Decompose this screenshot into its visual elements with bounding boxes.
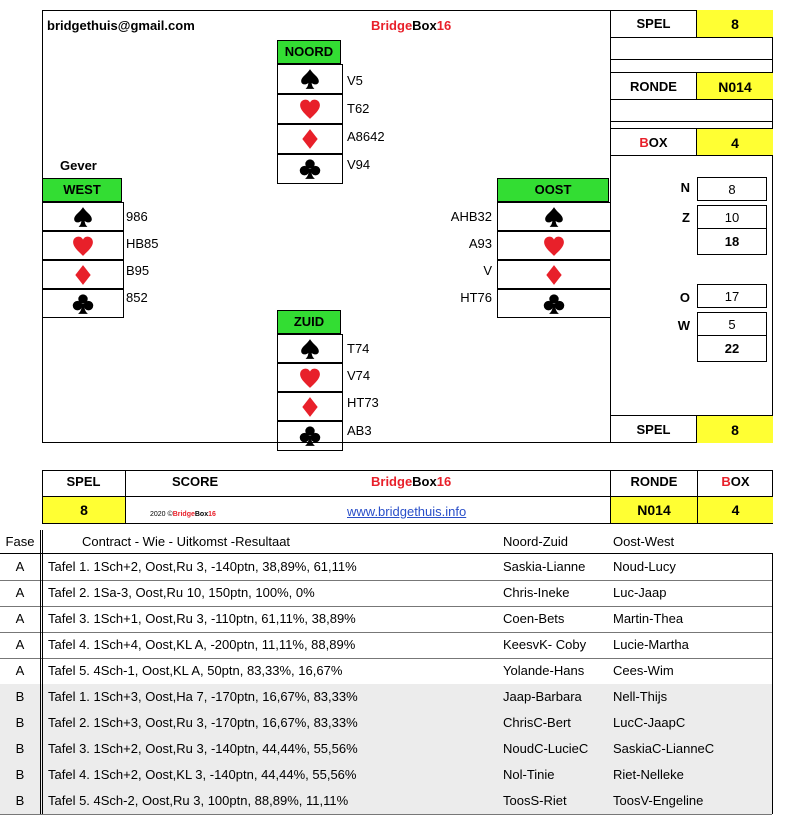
- north-spades: V5: [347, 73, 363, 88]
- nz-header: Noord-Zuid: [503, 534, 569, 549]
- score-spel-label: SPEL: [66, 474, 101, 489]
- south-diamonds: HT73: [347, 395, 379, 410]
- club-icon: [277, 421, 343, 451]
- brand-title: BridgeBox16: [371, 18, 452, 33]
- diamond-icon: [277, 124, 343, 154]
- contract-header: Contract - Wie - Uitkomst -Resultaat: [82, 534, 291, 549]
- fase-cell: A: [0, 658, 41, 684]
- ronde-label: RONDE: [611, 72, 697, 100]
- east-diamonds: V: [483, 263, 492, 278]
- score-box-label: BOX: [721, 474, 750, 489]
- spel-value: 8: [697, 10, 773, 38]
- nz-pair-cell: NoudC-LucieC: [503, 741, 589, 756]
- south-clubs: AB3: [347, 423, 372, 438]
- nz-pair-cell: Chris-Ineke: [503, 585, 570, 600]
- table-row: [0, 632, 772, 659]
- south-hand: [277, 334, 343, 451]
- nz-pair-cell: Coen-Bets: [503, 611, 565, 626]
- club-icon: [497, 289, 611, 318]
- hcp-w: 5: [697, 312, 767, 336]
- north-clubs: V94: [347, 157, 371, 172]
- box-label: BOX: [611, 128, 697, 156]
- table-row: [0, 710, 772, 737]
- contract-cell: Tafel 4. 1Sch+4, Oost,KL A, -200ptn, 11,11%, 88,89%: [48, 637, 356, 652]
- fase-cell: B: [0, 684, 41, 710]
- table-row: [0, 554, 772, 581]
- west-label: WEST: [42, 178, 122, 202]
- ow-header: Oost-West: [613, 534, 675, 549]
- score-ronde-label: RONDE: [630, 474, 678, 489]
- table-row: [0, 736, 772, 763]
- spade-icon: [42, 202, 124, 231]
- fase-cell: B: [0, 762, 41, 788]
- spade-icon: [277, 64, 343, 94]
- website-link[interactable]: www.bridgethuis.info: [347, 504, 467, 519]
- contract-cell: Tafel 5. 4Sch-2, Oost,Ru 3, 100ptn, 88,89%, 11,11%: [48, 793, 349, 808]
- nz-pair-cell: KeesvK- Coby: [503, 637, 587, 652]
- diamond-icon: [277, 392, 343, 421]
- dealer-label: Gever: [60, 158, 97, 173]
- south-label: ZUID: [277, 310, 341, 334]
- contract-cell: Tafel 2. 1Sa-3, Oost,Ru 10, 150ptn, 100%, 0%: [48, 585, 315, 600]
- heart-icon: [277, 94, 343, 124]
- west-clubs: 852: [126, 290, 148, 305]
- table-row: [0, 606, 772, 633]
- ow-pair-cell: ToosV-Engeline: [613, 793, 704, 808]
- email-address: bridgethuis@gmail.com: [47, 18, 195, 33]
- score-ronde-value: N014: [611, 497, 697, 523]
- ow-pair-cell: Cees-Wim: [613, 663, 674, 678]
- hcp-z: 10: [697, 205, 767, 229]
- south-hearts: V74: [347, 368, 371, 383]
- ow-pair-cell: LucC-JaapC: [613, 715, 686, 730]
- fase-cell: A: [0, 554, 41, 580]
- fase-cell: A: [0, 580, 41, 606]
- box-value: 4: [697, 128, 773, 156]
- north-hearts: T62: [347, 101, 370, 116]
- ronde-value: N014: [697, 72, 773, 100]
- ow-pair-cell: Martin-Thea: [613, 611, 684, 626]
- hcp-o-label: O: [679, 290, 690, 305]
- club-icon: [42, 289, 124, 318]
- table-row: [0, 788, 772, 815]
- ow-pair-cell: Noud-Lucy: [613, 559, 676, 574]
- contract-cell: Tafel 5. 4Sch-1, Oost,KL A, 50ptn, 83,33%, 16,67%: [48, 663, 343, 678]
- south-spades: T74: [347, 341, 370, 356]
- nz-pair-cell: Saskia-Lianne: [503, 559, 586, 574]
- east-label: OOST: [497, 178, 609, 202]
- fase-cell: B: [0, 788, 41, 814]
- hcp-n: 8: [697, 177, 767, 201]
- north-diamonds: A8642: [347, 129, 385, 144]
- fase-header: Fase: [0, 530, 41, 553]
- ow-pair-cell: Lucie-Martha: [613, 637, 689, 652]
- heart-icon: [42, 231, 124, 260]
- spel2-label: SPEL: [611, 415, 697, 443]
- club-icon: [277, 154, 343, 184]
- contract-cell: Tafel 1. 1Sch+2, Oost,Ru 3, -140ptn, 38,89%, 61,11%: [48, 559, 357, 574]
- west-spades: 986: [126, 209, 148, 224]
- west-hand: [42, 202, 124, 318]
- spel2-value: 8: [697, 415, 773, 443]
- west-hearts: HB85: [126, 236, 159, 251]
- diamond-icon: [497, 260, 611, 289]
- west-diamonds: B95: [126, 263, 150, 278]
- score-brand: BridgeBox16: [371, 474, 452, 489]
- spade-icon: [277, 334, 343, 363]
- hcp-w-label: W: [677, 318, 690, 333]
- spel-label: SPEL: [611, 10, 697, 38]
- hcp-ow-total: 22: [697, 336, 767, 362]
- nz-pair-cell: Jaap-Barbara: [503, 689, 582, 704]
- contract-cell: Tafel 1. 1Sch+3, Oost,Ha 7, -170ptn, 16,67%, 83,33%: [48, 689, 358, 704]
- copyright: 2020 ©BridgeBox16: [150, 511, 216, 518]
- east-spades: AHB32: [450, 209, 492, 224]
- table-row: [0, 762, 772, 789]
- results-header: [0, 530, 772, 554]
- contract-cell: Tafel 4. 1Sch+2, Oost,KL 3, -140ptn, 44,44%, 55,56%: [48, 767, 357, 782]
- score-spel-value: 8: [43, 497, 125, 523]
- fase-cell: A: [0, 632, 41, 658]
- ow-pair-cell: Luc-Jaap: [613, 585, 667, 600]
- nz-pair-cell: Yolande-Hans: [503, 663, 585, 678]
- ow-pair-cell: Nell-Thijs: [613, 689, 668, 704]
- hcp-o: 17: [697, 284, 767, 308]
- hcp-z-label: Z: [682, 210, 690, 225]
- fase-cell: B: [0, 710, 41, 736]
- north-label: NOORD: [277, 40, 341, 64]
- hcp-n-label: N: [680, 180, 690, 195]
- east-clubs: HT76: [460, 290, 492, 305]
- diamond-icon: [42, 260, 124, 289]
- nz-pair-cell: ToosS-Riet: [503, 793, 567, 808]
- spade-icon: [497, 202, 611, 231]
- east-hearts: A93: [468, 236, 492, 251]
- heart-icon: [277, 363, 343, 392]
- contract-cell: Tafel 3. 1Sch+2, Oost,Ru 3, -140ptn, 44,44%, 55,56%: [48, 741, 358, 756]
- results-table: [0, 530, 772, 813]
- east-hand: [497, 202, 611, 318]
- fase-cell: B: [0, 736, 41, 762]
- ow-pair-cell: Riet-Nelleke: [613, 767, 684, 782]
- ow-pair-cell: SaskiaC-LianneC: [613, 741, 715, 756]
- contract-cell: Tafel 3. 1Sch+1, Oost,Ru 3, -110ptn, 61,11%, 38,89%: [48, 611, 356, 626]
- heart-icon: [497, 231, 611, 260]
- table-row: [0, 580, 772, 607]
- nz-pair-cell: Nol-Tinie: [503, 767, 555, 782]
- nz-pair-cell: ChrisC-Bert: [503, 715, 571, 730]
- score-box-value: 4: [698, 497, 773, 523]
- table-row: [0, 684, 772, 711]
- fase-cell: A: [0, 606, 41, 632]
- table-row: [0, 658, 772, 685]
- hcp-nz-total: 18: [697, 229, 767, 255]
- score-label: SCORE: [172, 474, 219, 489]
- contract-cell: Tafel 2. 1Sch+3, Oost,Ru 3, -170ptn, 16,67%, 83,33%: [48, 715, 358, 730]
- north-hand: [277, 64, 341, 184]
